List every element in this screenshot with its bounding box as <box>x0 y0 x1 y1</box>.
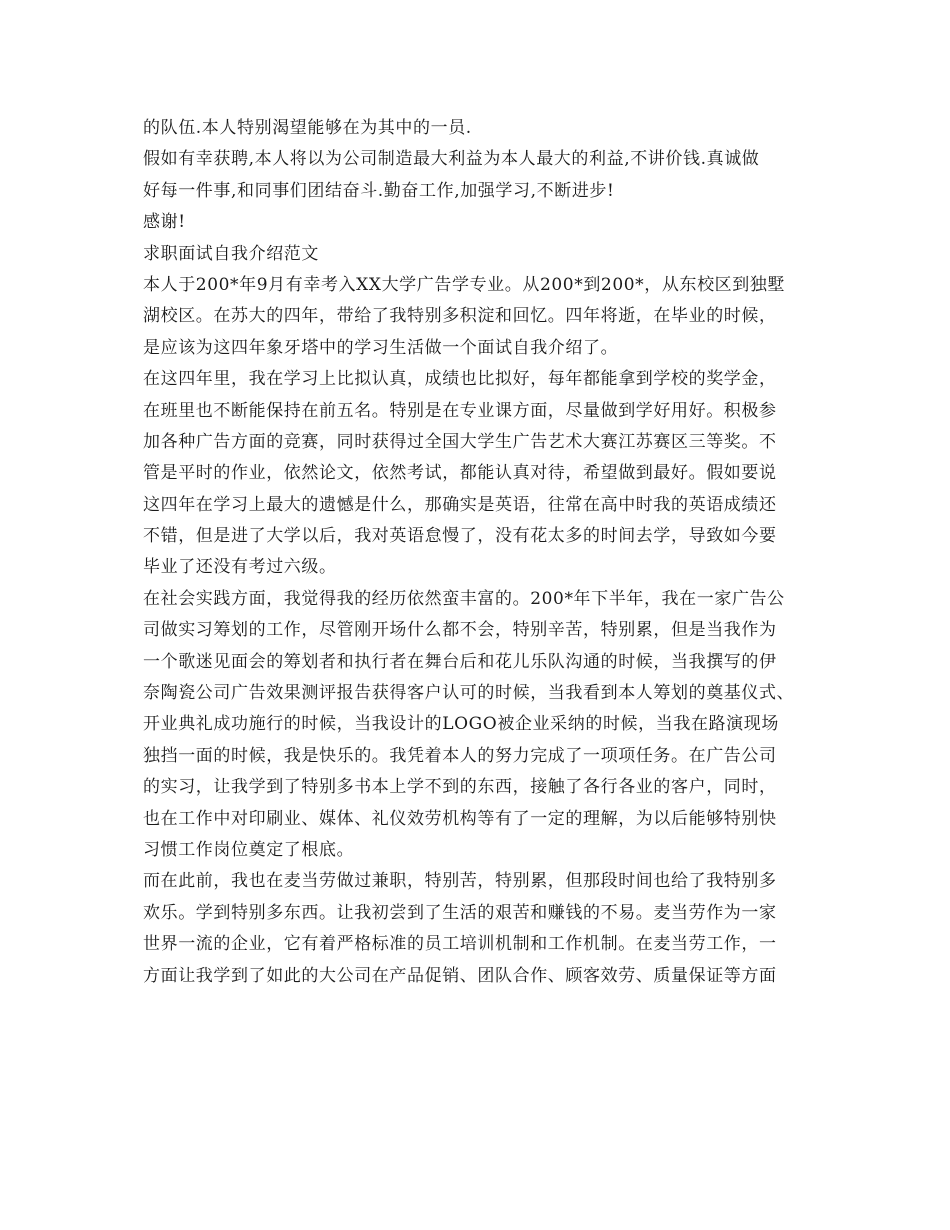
text-line: 加各种广告方面的竞赛，同时获得过全国大学生广告艺术大赛江苏赛区三等奖。不 <box>143 431 777 452</box>
paragraph <box>143 113 823 144</box>
text-line: 是应该为这四年象牙塔中的学习生活做一个面试自我介绍了。 <box>143 337 619 358</box>
text-line: 在这四年里，我在学习上比拟认真，成绩也比拟好，每年都能拿到学校的奖学金， <box>143 369 777 390</box>
text-line: 的队伍.本人特别渴望能够在为其中的一员. <box>143 118 472 138</box>
text-line: 感谢! <box>143 212 186 233</box>
text-line: 司做实习筹划的工作，尽管刚开场什么都不会，特别辛苦，特别累，但是当我作为 <box>143 620 777 641</box>
text-line: 不错，但是进了大学以后，我对英语怠慢了，没有花太多的时间去学，导致如今要 <box>143 526 777 547</box>
text-line: 本人于200*年9月有幸考入XX大学广告学专业。从200*到200*，从东校区到独墅 <box>143 274 786 295</box>
paragraph <box>143 866 823 992</box>
text-line: 奈陶瓷公司广告效果测评报告获得客户认可的时候，当我看到本人筹划的奠基仪式、 <box>143 683 795 704</box>
paragraph <box>143 584 823 867</box>
text-line: 在社会实践方面，我觉得我的经历依然蛮丰富的。200*年下半年，我在一家广告公 <box>143 588 785 609</box>
text-line: 一个歌迷见面会的筹划者和执行者在舞台后和花儿乐队沟通的时候，当我撰写的伊 <box>143 651 777 672</box>
paragraph <box>143 144 823 207</box>
text-line: 世界一流的企业，它有着严格标准的员工培训机制和工作机制。在麦当劳工作，一 <box>143 934 777 955</box>
text-line: 假如有幸获聘,本人将以为公司制造最大利益为本人最大的利益,不讲价钱.真诚做 <box>143 149 760 170</box>
paragraph <box>143 207 823 238</box>
text-line: 方面让我学到了如此的大公司在产品促销、团队合作、顾客效劳、质量保证等方面 <box>143 965 777 986</box>
document-body <box>143 113 823 992</box>
text-line: 毕业了还没有考过六级。 <box>143 557 337 578</box>
text-line: 而在此前，我也在麦当劳做过兼职，特别苦，特别累，但那段时间也给了我特别多 <box>143 871 777 892</box>
text-line: 开业典礼成功施行的时候，当我设计的LOGO被企业采纳的时候，当我在路演现场 <box>143 714 779 735</box>
paragraph <box>143 270 823 364</box>
text-line: 管是平时的作业，依然论文，依然考试，都能认真对待，希望做到最好。假如要说 <box>143 463 777 484</box>
text-line: 这四年在学习上最大的遗憾是什么，那确实是英语，往常在高中时我的英语成绩还 <box>143 494 777 515</box>
paragraph <box>143 364 823 584</box>
text-line: 的实习，让我学到了特别多书本上学不到的东西，接触了各行各业的客户，同时， <box>143 777 777 798</box>
paragraph <box>143 239 823 270</box>
text-line: 也在工作中对印刷业、媒体、礼仪效劳机构等有了一定的理解，为以后能够特别快 <box>143 808 777 829</box>
text-line: 在班里也不断能保持在前五名。特别是在专业课方面，尽量做到学好用好。积极参 <box>143 400 777 421</box>
text-line: 湖校区。在苏大的四年，带给了我特别多积淀和回忆。四年将逝，在毕业的时候， <box>143 306 777 327</box>
text-line: 好每一件事,和同事们团结奋斗.勤奋工作,加强学习,不断进步! <box>143 180 615 201</box>
text-line: 欢乐。学到特别多东西。让我初尝到了生活的艰苦和赚钱的不易。麦当劳作为一家 <box>143 902 777 923</box>
text-line: 习惯工作岗位奠定了根底。 <box>143 839 355 860</box>
text-line: 求职面试自我介绍范文 <box>143 243 319 264</box>
text-line: 独挡一面的时候，我是快乐的。我凭着本人的努力完成了一项项任务。在广告公司 <box>143 745 777 766</box>
